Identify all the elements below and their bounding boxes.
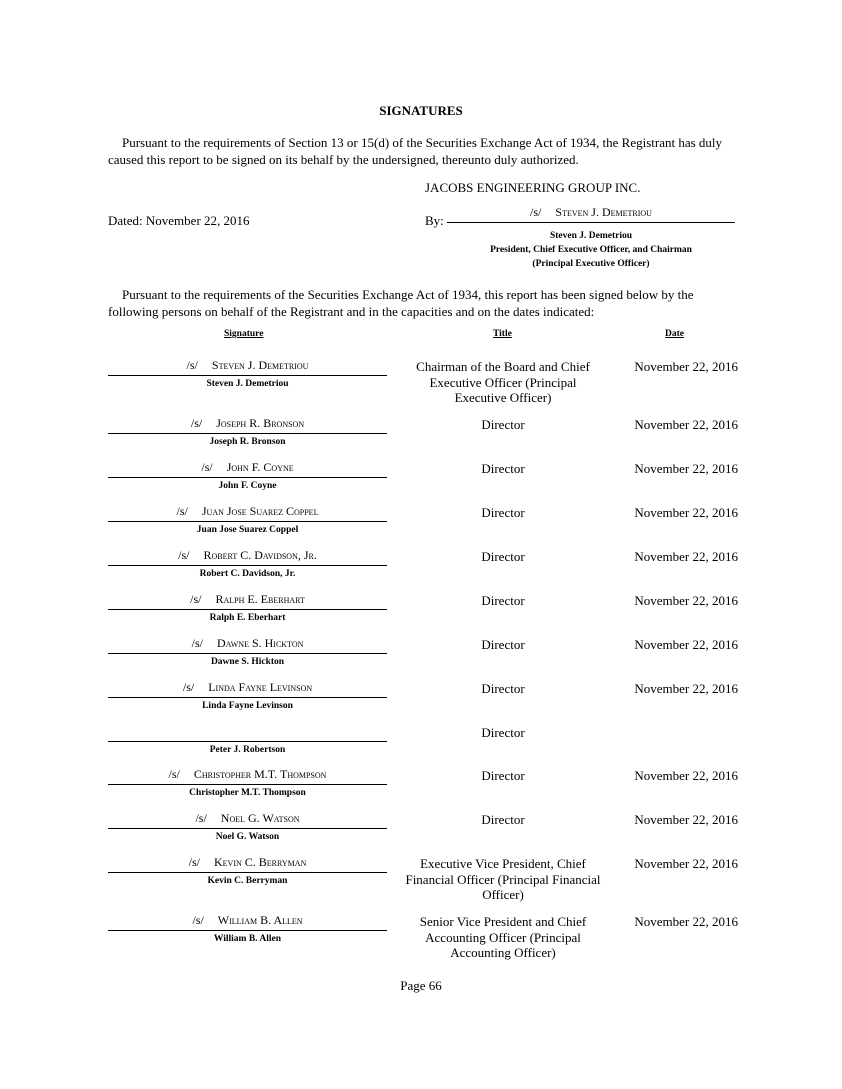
signer-title: Director bbox=[481, 417, 525, 432]
principal-signature-block bbox=[447, 229, 735, 271]
signed-name: John F. Coyne bbox=[226, 460, 294, 474]
signed-name: Steven J. Demetriou bbox=[211, 358, 309, 372]
principal-signed-name: Steven J. Demetriou bbox=[555, 205, 652, 219]
signer-title: Director bbox=[481, 593, 525, 608]
signed-name: Robert C. Davidson, Jr. bbox=[203, 548, 317, 562]
signature-slash: /s/ bbox=[190, 416, 203, 430]
company-name: JACOBS ENGINEERING GROUP INC. bbox=[425, 180, 641, 195]
signature-slash: /s/ bbox=[201, 460, 213, 474]
page-number: Page 66 bbox=[400, 978, 442, 993]
signer-name: Peter J. Robertson bbox=[209, 745, 286, 755]
signature-slash: /s/ bbox=[182, 680, 195, 694]
signer-title: Director bbox=[481, 505, 525, 520]
signature-date: November 22, 2016 bbox=[634, 461, 738, 476]
signed-name: William B. Allen bbox=[217, 913, 303, 927]
signer-title: Director bbox=[481, 461, 525, 476]
signed-name: Noel G. Watson bbox=[220, 811, 300, 825]
signature-line bbox=[108, 636, 387, 654]
signed-name: Dawne S. Hickton bbox=[216, 636, 304, 650]
signed-name: Linda Fayne Levinson bbox=[208, 680, 313, 694]
signature-date: November 22, 2016 bbox=[634, 681, 738, 696]
principal-slash: /s/ bbox=[530, 205, 542, 219]
signature-line bbox=[108, 592, 387, 610]
signed-name: Joseph R. Bronson bbox=[216, 416, 305, 430]
signature-line bbox=[108, 767, 387, 785]
signer-name: Christopher M.T. Thompson bbox=[189, 788, 306, 798]
signature-slash: /s/ bbox=[168, 767, 180, 781]
signer-name: Dawne S. Hickton bbox=[210, 657, 285, 667]
signer-name: Robert C. Davidson, Jr. bbox=[199, 569, 296, 579]
signer-name: Kevin C. Berryman bbox=[207, 876, 288, 886]
signed-name: Kevin C. Berryman bbox=[214, 855, 307, 869]
principal-capacity: (Principal Executive Officer) bbox=[532, 259, 650, 269]
signed-name: Christopher M.T. Thompson bbox=[193, 767, 327, 781]
signature-date: November 22, 2016 bbox=[634, 856, 738, 871]
signature-date: November 22, 2016 bbox=[634, 914, 738, 929]
signer-name: Ralph E. Eberhart bbox=[209, 613, 286, 623]
signature-date: November 22, 2016 bbox=[634, 768, 738, 783]
page-heading: SIGNATURES bbox=[379, 103, 463, 118]
signature-slash: /s/ bbox=[178, 548, 190, 562]
signature-date: November 22, 2016 bbox=[634, 637, 738, 652]
signer-title: Director bbox=[481, 681, 525, 696]
signer-name: Noel G. Watson bbox=[215, 832, 280, 842]
signer-title: Director bbox=[481, 637, 525, 652]
signature-line bbox=[108, 855, 387, 873]
signature-line bbox=[108, 548, 387, 566]
signature-slash: /s/ bbox=[191, 636, 203, 650]
signer-title: Director bbox=[481, 812, 525, 827]
signer-title: Executive Vice President, Chief Financial Officer (Principal Financial Officer) bbox=[405, 856, 601, 902]
principal-signature-line bbox=[447, 205, 735, 223]
signer-title: Director bbox=[481, 768, 525, 783]
signature-slash: /s/ bbox=[188, 855, 200, 869]
signature-line bbox=[108, 504, 387, 522]
signature-line bbox=[108, 680, 387, 698]
signer-title: Chairman of the Board and Chief Executive Officer (Principal Executive Officer) bbox=[416, 359, 590, 405]
signature-date: November 22, 2016 bbox=[634, 549, 738, 564]
signature-slash: /s/ bbox=[190, 592, 202, 606]
signer-name: John F. Coyne bbox=[218, 481, 277, 491]
column-header-title: Title bbox=[493, 329, 512, 339]
signer-name: Joseph R. Bronson bbox=[209, 437, 286, 447]
signature-line bbox=[108, 460, 387, 478]
signer-name: William B. Allen bbox=[213, 934, 282, 944]
by-label: By: bbox=[425, 213, 444, 228]
signature-line bbox=[108, 724, 387, 742]
signature-date: November 22, 2016 bbox=[634, 812, 738, 827]
column-header-signature: Signature bbox=[224, 329, 264, 339]
dated-line: Dated: November 22, 2016 bbox=[108, 213, 250, 228]
signature-slash: /s/ bbox=[176, 504, 188, 518]
second-paragraph: Pursuant to the requirements of the Securities Exchange Act of 1934, this report has been signed below by the following persons on behalf of the Registrant and in the capacities and on the dates indicated: bbox=[108, 287, 694, 319]
signature-line bbox=[108, 811, 387, 829]
signature-date: November 22, 2016 bbox=[634, 505, 738, 520]
principal-name: Steven J. Demetriou bbox=[549, 231, 633, 241]
signature-date: November 22, 2016 bbox=[634, 417, 738, 432]
signature-line bbox=[108, 913, 387, 931]
signature-date: November 22, 2016 bbox=[634, 359, 738, 374]
signature-slash: /s/ bbox=[195, 811, 207, 825]
signer-title: Director bbox=[481, 549, 525, 564]
signer-name: Linda Fayne Levinson bbox=[202, 701, 293, 711]
signer-name: Juan Jose Suarez Coppel bbox=[196, 525, 299, 535]
signer-name: Steven J. Demetriou bbox=[206, 379, 289, 389]
intro-paragraph: Pursuant to the requirements of Section 13 or 15(d) of the Securities Exchange Act of 1934, the Registrant has duly caused this report to be signed on its behalf by the undersigned, thereunto duly authorized. bbox=[108, 135, 723, 167]
signed-name: Ralph E. Eberhart bbox=[215, 592, 305, 606]
signature-slash: /s/ bbox=[192, 913, 204, 927]
signature-date: November 22, 2016 bbox=[634, 593, 738, 608]
column-header-date: Date bbox=[665, 329, 684, 339]
signed-name: Juan Jose Suarez Coppel bbox=[201, 504, 319, 518]
signer-title: Senior Vice President and Chief Accounting Officer (Principal Accounting Officer) bbox=[419, 914, 587, 960]
signer-title: Director bbox=[481, 725, 525, 740]
signature-line bbox=[108, 416, 387, 434]
principal-title: President, Chief Executive Officer, and Chairman bbox=[490, 245, 692, 255]
signature-slash: /s/ bbox=[186, 358, 198, 372]
signature-line bbox=[108, 358, 387, 376]
